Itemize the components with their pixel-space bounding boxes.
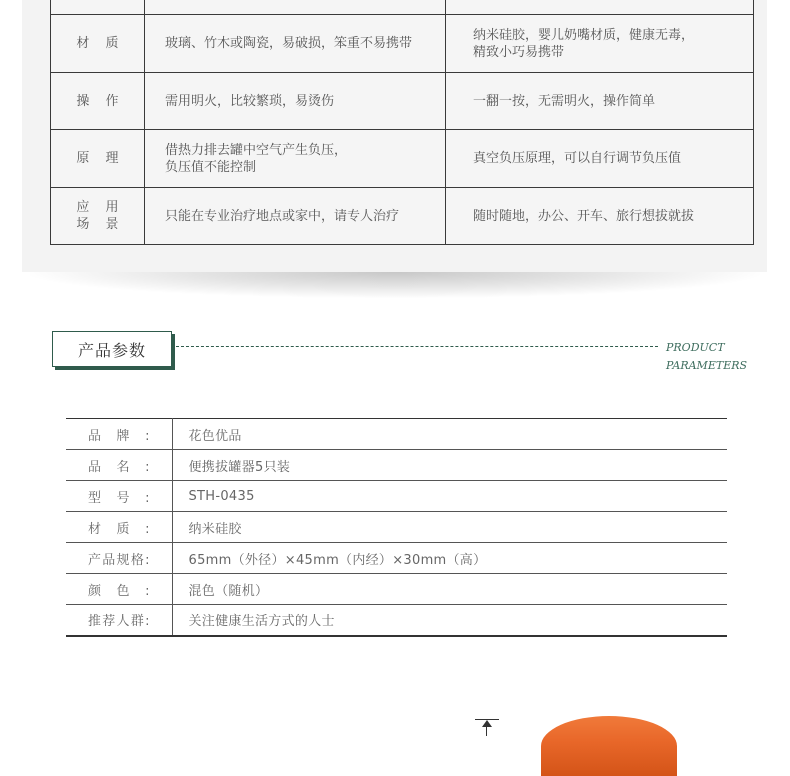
comparison-traditional: 需用明火，比较繁琐，易烫伤 — [145, 73, 446, 130]
parameter-key: 颜色: — [66, 574, 172, 605]
parameter-row — [66, 512, 727, 543]
comparison-row — [51, 73, 754, 130]
comparison-product: 真空负压原理，可以自行调节负压值 — [446, 130, 754, 188]
comparison-label: 操 作 — [51, 73, 145, 130]
parameter-row — [66, 605, 727, 636]
parameter-value: 便携拔罐器5只装 — [172, 450, 727, 481]
comparison-label-line: 应 用 — [76, 200, 125, 215]
parameter-row — [66, 543, 727, 574]
comparison-product-line: 精致小巧易携带 — [473, 44, 565, 60]
comparison-table — [50, 0, 754, 245]
cupping-cup-image — [541, 716, 677, 776]
comparison-label: 材 质 — [51, 15, 145, 73]
parameter-row — [66, 574, 727, 605]
card-shadow — [30, 272, 760, 298]
parameter-value: 混色（随机） — [172, 574, 727, 605]
parameter-value: 纳米硅胶 — [172, 512, 727, 543]
comparison-product: 一翻一按，无需明火，操作简单 — [446, 73, 754, 130]
comparison-label-line: 场 景 — [76, 217, 125, 232]
comparison-traditional-line: 借热力排去罐中空气产生负压， — [165, 142, 348, 158]
comparison-label — [51, 188, 145, 245]
comparison-product: 随时随地，办公、开车、旅行想拔就拔 — [446, 188, 754, 245]
comparison-traditional-line: 负压值不能控制 — [165, 159, 257, 175]
parameter-value: 花色优品 — [172, 419, 727, 450]
comparison-product — [446, 0, 754, 15]
comparison-product-line: 纳米硅胶，婴儿奶嘴材质，健康无毒， — [473, 27, 695, 43]
parameter-row — [66, 481, 727, 512]
parameter-value: 65mm（外径）×45mm（内经）×30mm（高） — [172, 543, 727, 574]
parameter-key: 型号: — [66, 481, 172, 512]
parameter-key: 品名: — [66, 450, 172, 481]
section-dashed-divider — [176, 346, 658, 347]
comparison-product — [446, 15, 754, 73]
parameter-value: 关注健康生活方式的人士 — [172, 605, 727, 636]
comparison-traditional: 只能在专业治疗地点或家中，请专人治疗 — [145, 188, 446, 245]
comparison-label: 原 理 — [51, 130, 145, 188]
comparison-label — [51, 0, 145, 15]
parameter-value: STH-0435 — [172, 481, 727, 512]
comparison-traditional: 玻璃、竹木或陶瓷，易破损，笨重不易携带 — [145, 15, 446, 73]
comparison-row — [51, 15, 754, 73]
section-english-line: PRODUCT — [666, 341, 725, 354]
comparison-row — [51, 0, 754, 15]
parameter-key: 品牌: — [66, 419, 172, 450]
comparison-traditional — [145, 130, 446, 188]
section-title-box — [52, 331, 172, 367]
parameter-key: 推荐人群: — [66, 605, 172, 636]
parameter-row — [66, 450, 727, 481]
parameter-row — [66, 419, 727, 450]
comparison-row — [51, 188, 754, 245]
parameters-table — [66, 418, 727, 637]
section-english-line: PARAMETERS — [666, 359, 748, 372]
parameter-key: 材质: — [66, 512, 172, 543]
section-english-title — [666, 339, 747, 375]
dimension-arrow-icon — [482, 720, 492, 727]
section-title: 产品参数 — [77, 340, 146, 360]
comparison-traditional — [145, 0, 446, 15]
comparison-row — [51, 130, 754, 188]
parameter-key: 产品规格: — [66, 543, 172, 574]
